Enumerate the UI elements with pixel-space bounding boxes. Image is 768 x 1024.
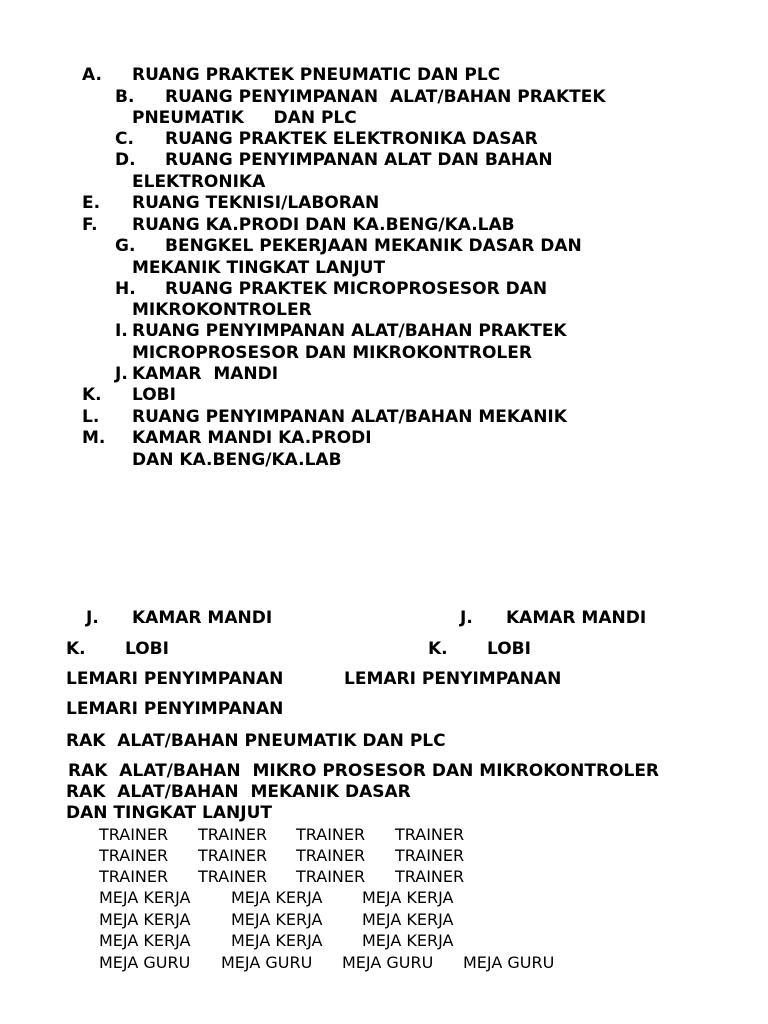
trainer-label: TRAINER xyxy=(198,846,268,865)
label-j-left-marker: J. xyxy=(86,608,99,628)
trainer-label: TRAINER xyxy=(296,846,366,865)
meja-kerja-label: MEJA KERJA xyxy=(362,931,454,950)
legend-marker-l: L. xyxy=(82,407,100,427)
trainer-label: TRAINER xyxy=(296,825,366,844)
trainer-label: TRAINER xyxy=(99,867,169,886)
label-j-right-text: KAMAR MANDI xyxy=(506,608,647,628)
legend-text-b: RUANG PENYIMPANAN ALAT/BAHAN PRAKTEK xyxy=(165,87,606,107)
legend-marker-i: I. xyxy=(115,321,128,341)
label-lemari-2: LEMARI PENYIMPANAN xyxy=(344,669,562,689)
legend-marker-c: C. xyxy=(115,129,134,149)
meja-kerja-label: MEJA KERJA xyxy=(99,888,191,907)
legend-marker-b: B. xyxy=(115,87,135,107)
meja-kerja-label: MEJA KERJA xyxy=(362,888,454,907)
trainer-label: TRAINER xyxy=(198,867,268,886)
legend-text-a: RUANG PRAKTEK PNEUMATIC DAN PLC xyxy=(132,65,501,85)
legend-marker-f: F. xyxy=(82,215,98,235)
legend-marker-g: G. xyxy=(115,236,136,256)
legend-text-h-cont: MIKROKONTROLER xyxy=(132,300,312,320)
legend-text-i: RUANG PENYIMPANAN ALAT/BAHAN PRAKTEK xyxy=(132,321,567,341)
legend-text-g: BENGKEL PEKERJAAN MEKANIK DASAR DAN xyxy=(165,236,582,256)
legend-marker-e: E. xyxy=(82,193,101,213)
label-k-right-marker: K. xyxy=(428,639,448,659)
meja-kerja-label: MEJA KERJA xyxy=(99,910,191,929)
legend-text-j: KAMAR MANDI xyxy=(132,364,279,384)
legend-marker-j: J. xyxy=(115,364,128,384)
meja-guru-label: MEJA GURU xyxy=(342,953,434,972)
legend-text-i-cont: MICROPROSESOR DAN MIKROKONTROLER xyxy=(132,343,532,363)
legend-text-k: LOBI xyxy=(132,385,176,405)
legend-text-l: RUANG PENYIMPANAN ALAT/BAHAN MEKANIK xyxy=(132,407,567,427)
legend-text-c: RUANG PRAKTEK ELEKTRONIKA DASAR xyxy=(165,129,538,149)
meja-kerja-label: MEJA KERJA xyxy=(362,910,454,929)
meja-guru-label: MEJA GURU xyxy=(221,953,313,972)
meja-kerja-label: MEJA KERJA xyxy=(231,910,323,929)
legend-text-d-cont: ELEKTRONIKA xyxy=(132,172,266,192)
label-rak-mikro: RAK ALAT/BAHAN MIKRO PROSESOR DAN MIKROKONTROLER xyxy=(68,761,660,781)
label-k-left-marker: K. xyxy=(66,639,86,659)
trainer-label: TRAINER xyxy=(395,846,465,865)
trainer-label: TRAINER xyxy=(99,825,169,844)
trainer-label: TRAINER xyxy=(198,825,268,844)
label-rak-mekanik: RAK ALAT/BAHAN MEKANIK DASAR xyxy=(66,782,411,802)
legend-marker-a: A. xyxy=(82,65,102,85)
label-lemari-1: LEMARI PENYIMPANAN xyxy=(66,669,284,689)
meja-guru-label: MEJA GURU xyxy=(99,953,191,972)
label-lemari-3: LEMARI PENYIMPANAN xyxy=(66,699,284,719)
meja-kerja-label: MEJA KERJA xyxy=(231,931,323,950)
label-j-left-text: KAMAR MANDI xyxy=(132,608,273,628)
legend-text-g-cont: MEKANIK TINGKAT LANJUT xyxy=(132,258,386,278)
trainer-label: TRAINER xyxy=(296,867,366,886)
legend-text-m-cont: DAN KA.BENG/KA.LAB xyxy=(132,450,342,470)
legend-text-m: KAMAR MANDI KA.PRODI xyxy=(132,428,372,448)
trainer-label: TRAINER xyxy=(395,825,465,844)
legend-text-b-cont: PNEUMATIK DAN PLC xyxy=(132,108,357,128)
legend-text-f: RUANG KA.PRODI DAN KA.BENG/KA.LAB xyxy=(132,215,515,235)
label-k-right-text: LOBI xyxy=(487,639,531,659)
trainer-label: TRAINER xyxy=(99,846,169,865)
legend-text-h: RUANG PRAKTEK MICROPROSESOR DAN xyxy=(165,279,548,299)
legend-text-e: RUANG TEKNISI/LABORAN xyxy=(132,193,380,213)
meja-kerja-label: MEJA KERJA xyxy=(99,931,191,950)
label-rak-mekanik-cont: DAN TINGKAT LANJUT xyxy=(66,803,272,823)
meja-kerja-label: MEJA KERJA xyxy=(231,888,323,907)
legend-marker-h: H. xyxy=(115,279,136,299)
label-k-left-text: LOBI xyxy=(125,639,169,659)
meja-guru-label: MEJA GURU xyxy=(463,953,555,972)
legend-marker-m: M. xyxy=(82,428,106,448)
label-rak-pneumatik: RAK ALAT/BAHAN PNEUMATIK DAN PLC xyxy=(66,731,446,751)
label-j-right-marker: J. xyxy=(460,608,473,628)
legend-marker-d: D. xyxy=(115,150,136,170)
legend-text-d: RUANG PENYIMPANAN ALAT DAN BAHAN xyxy=(165,150,553,170)
legend-marker-k: K. xyxy=(82,385,102,405)
trainer-label: TRAINER xyxy=(395,867,465,886)
